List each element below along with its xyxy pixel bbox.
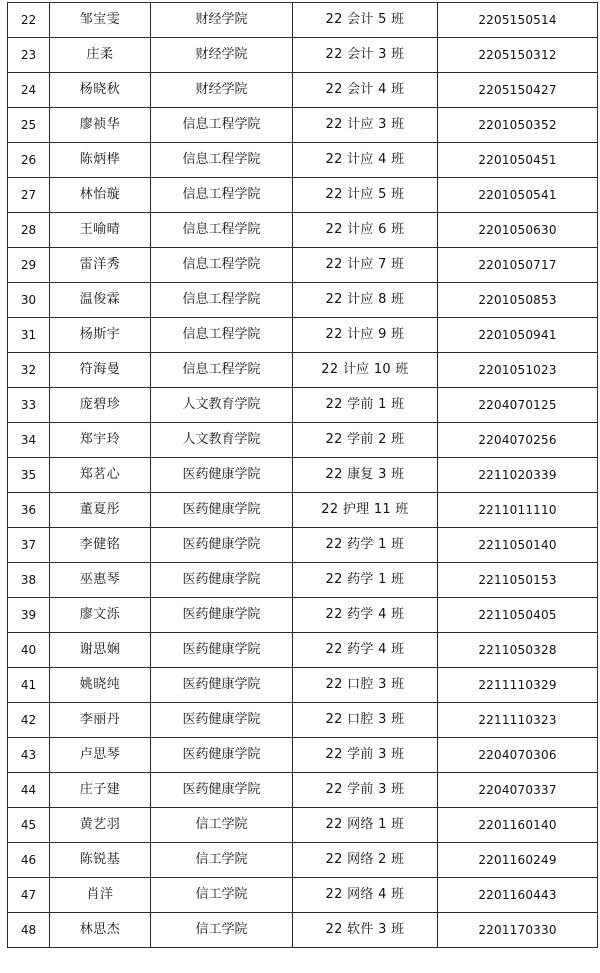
table-row — [8, 38, 598, 73]
college-name: 医药健康学院 — [151, 703, 293, 738]
college-name: 信息工程学院 — [151, 248, 293, 283]
table-row — [8, 703, 598, 738]
class-name: 22 药学 4 班 — [293, 633, 438, 668]
student-id: 2205150312 — [438, 38, 598, 73]
row-number: 22 — [8, 3, 50, 38]
table-row — [8, 633, 598, 668]
student-id: 2211110329 — [438, 668, 598, 703]
college-name: 财经学院 — [151, 38, 293, 73]
student-id: 2201160443 — [438, 878, 598, 913]
table-row — [8, 598, 598, 633]
student-name: 林怡璇 — [50, 178, 151, 213]
table-row — [8, 773, 598, 808]
row-number: 30 — [8, 283, 50, 318]
class-name: 22 会计 5 班 — [293, 3, 438, 38]
row-number: 42 — [8, 703, 50, 738]
roster-body — [8, 3, 598, 948]
table-row — [8, 73, 598, 108]
college-name: 医药健康学院 — [151, 738, 293, 773]
student-roster-table — [7, 2, 598, 948]
row-number: 32 — [8, 353, 50, 388]
student-id: 2201160249 — [438, 843, 598, 878]
student-name: 温俊霖 — [50, 283, 151, 318]
roster-sheet — [7, 2, 597, 948]
row-number: 39 — [8, 598, 50, 633]
row-number: 25 — [8, 108, 50, 143]
table-row — [8, 248, 598, 283]
college-name: 财经学院 — [151, 73, 293, 108]
student-name: 郑茗心 — [50, 458, 151, 493]
class-name: 22 计应 6 班 — [293, 213, 438, 248]
student-id: 2204070337 — [438, 773, 598, 808]
class-name: 22 计应 3 班 — [293, 108, 438, 143]
table-row — [8, 143, 598, 178]
row-number: 47 — [8, 878, 50, 913]
class-name: 22 口腔 3 班 — [293, 703, 438, 738]
college-name: 人文教育学院 — [151, 423, 293, 458]
student-name: 王喻晴 — [50, 213, 151, 248]
class-name: 22 网络 1 班 — [293, 808, 438, 843]
row-number: 29 — [8, 248, 50, 283]
college-name: 医药健康学院 — [151, 528, 293, 563]
student-name: 卢思琴 — [50, 738, 151, 773]
student-id: 2201051023 — [438, 353, 598, 388]
student-name: 陈炳桦 — [50, 143, 151, 178]
student-name: 姚晓纯 — [50, 668, 151, 703]
student-id: 2211050328 — [438, 633, 598, 668]
row-number: 33 — [8, 388, 50, 423]
college-name: 医药健康学院 — [151, 493, 293, 528]
student-name: 肖洋 — [50, 878, 151, 913]
row-number: 34 — [8, 423, 50, 458]
student-name: 林思杰 — [50, 913, 151, 948]
class-name: 22 学前 1 班 — [293, 388, 438, 423]
college-name: 信息工程学院 — [151, 178, 293, 213]
class-name: 22 学前 3 班 — [293, 738, 438, 773]
college-name: 信工学院 — [151, 878, 293, 913]
row-number: 28 — [8, 213, 50, 248]
table-row — [8, 423, 598, 458]
table-row — [8, 913, 598, 948]
student-name: 陈锐基 — [50, 843, 151, 878]
table-row — [8, 458, 598, 493]
student-id: 2201050717 — [438, 248, 598, 283]
college-name: 信工学院 — [151, 843, 293, 878]
class-name: 22 会计 3 班 — [293, 38, 438, 73]
table-row — [8, 668, 598, 703]
table-row — [8, 108, 598, 143]
class-name: 22 会计 4 班 — [293, 73, 438, 108]
student-id: 2211011110 — [438, 493, 598, 528]
student-name: 郑宇玲 — [50, 423, 151, 458]
college-name: 医药健康学院 — [151, 563, 293, 598]
college-name: 医药健康学院 — [151, 633, 293, 668]
student-name: 谢思娴 — [50, 633, 151, 668]
college-name: 信工学院 — [151, 913, 293, 948]
table-row — [8, 878, 598, 913]
class-name: 22 药学 1 班 — [293, 528, 438, 563]
table-row — [8, 808, 598, 843]
student-name: 庄子建 — [50, 773, 151, 808]
class-name: 22 药学 4 班 — [293, 598, 438, 633]
student-id: 2211020339 — [438, 458, 598, 493]
table-row — [8, 493, 598, 528]
row-number: 37 — [8, 528, 50, 563]
student-name: 庄柔 — [50, 38, 151, 73]
student-name: 董夏彤 — [50, 493, 151, 528]
row-number: 31 — [8, 318, 50, 353]
table-row — [8, 213, 598, 248]
class-name: 22 网络 2 班 — [293, 843, 438, 878]
college-name: 信息工程学院 — [151, 108, 293, 143]
class-name: 22 药学 1 班 — [293, 563, 438, 598]
student-id: 2204070256 — [438, 423, 598, 458]
college-name: 医药健康学院 — [151, 458, 293, 493]
student-name: 雷洋秀 — [50, 248, 151, 283]
table-row — [8, 563, 598, 598]
class-name: 22 软件 3 班 — [293, 913, 438, 948]
table-row — [8, 3, 598, 38]
student-id: 2211050405 — [438, 598, 598, 633]
student-name: 杨斯宇 — [50, 318, 151, 353]
student-id: 2204070125 — [438, 388, 598, 423]
college-name: 信工学院 — [151, 808, 293, 843]
table-row — [8, 283, 598, 318]
table-row — [8, 353, 598, 388]
student-name: 李健铭 — [50, 528, 151, 563]
class-name: 22 学前 2 班 — [293, 423, 438, 458]
student-name: 李丽丹 — [50, 703, 151, 738]
class-name: 22 学前 3 班 — [293, 773, 438, 808]
class-name: 22 护理 11 班 — [293, 493, 438, 528]
table-row — [8, 528, 598, 563]
class-name: 22 口腔 3 班 — [293, 668, 438, 703]
student-id: 2201170330 — [438, 913, 598, 948]
table-row — [8, 843, 598, 878]
class-name: 22 计应 10 班 — [293, 353, 438, 388]
student-id: 2205150514 — [438, 3, 598, 38]
student-id: 2204070306 — [438, 738, 598, 773]
student-id: 2211050140 — [438, 528, 598, 563]
student-name: 杨晓秋 — [50, 73, 151, 108]
college-name: 财经学院 — [151, 3, 293, 38]
row-number: 48 — [8, 913, 50, 948]
student-id: 2201050853 — [438, 283, 598, 318]
student-name: 黄艺羽 — [50, 808, 151, 843]
student-name: 廖文泺 — [50, 598, 151, 633]
row-number: 24 — [8, 73, 50, 108]
row-number: 46 — [8, 843, 50, 878]
row-number: 45 — [8, 808, 50, 843]
college-name: 信息工程学院 — [151, 283, 293, 318]
college-name: 信息工程学院 — [151, 318, 293, 353]
row-number: 40 — [8, 633, 50, 668]
row-number: 38 — [8, 563, 50, 598]
table-row — [8, 178, 598, 213]
table-row — [8, 388, 598, 423]
college-name: 医药健康学院 — [151, 668, 293, 703]
college-name: 信息工程学院 — [151, 353, 293, 388]
student-id: 2201050451 — [438, 143, 598, 178]
class-name: 22 计应 7 班 — [293, 248, 438, 283]
row-number: 36 — [8, 493, 50, 528]
row-number: 41 — [8, 668, 50, 703]
student-id: 2201050941 — [438, 318, 598, 353]
class-name: 22 计应 9 班 — [293, 318, 438, 353]
student-name: 廖祯华 — [50, 108, 151, 143]
student-id: 2205150427 — [438, 73, 598, 108]
student-name: 庞碧珍 — [50, 388, 151, 423]
row-number: 26 — [8, 143, 50, 178]
student-id: 2201050352 — [438, 108, 598, 143]
college-name: 医药健康学院 — [151, 598, 293, 633]
class-name: 22 网络 4 班 — [293, 878, 438, 913]
class-name: 22 计应 4 班 — [293, 143, 438, 178]
student-id: 2201160140 — [438, 808, 598, 843]
row-number: 23 — [8, 38, 50, 73]
row-number: 43 — [8, 738, 50, 773]
table-row — [8, 318, 598, 353]
college-name: 医药健康学院 — [151, 773, 293, 808]
student-id: 2211050153 — [438, 563, 598, 598]
college-name: 信息工程学院 — [151, 143, 293, 178]
student-id: 2201050630 — [438, 213, 598, 248]
table-row — [8, 738, 598, 773]
class-name: 22 计应 8 班 — [293, 283, 438, 318]
row-number: 35 — [8, 458, 50, 493]
student-name: 邹宝雯 — [50, 3, 151, 38]
college-name: 人文教育学院 — [151, 388, 293, 423]
class-name: 22 计应 5 班 — [293, 178, 438, 213]
row-number: 44 — [8, 773, 50, 808]
student-name: 巫惠琴 — [50, 563, 151, 598]
student-id: 2201050541 — [438, 178, 598, 213]
class-name: 22 康复 3 班 — [293, 458, 438, 493]
student-id: 2211110323 — [438, 703, 598, 738]
college-name: 信息工程学院 — [151, 213, 293, 248]
row-number: 27 — [8, 178, 50, 213]
student-name: 符海曼 — [50, 353, 151, 388]
